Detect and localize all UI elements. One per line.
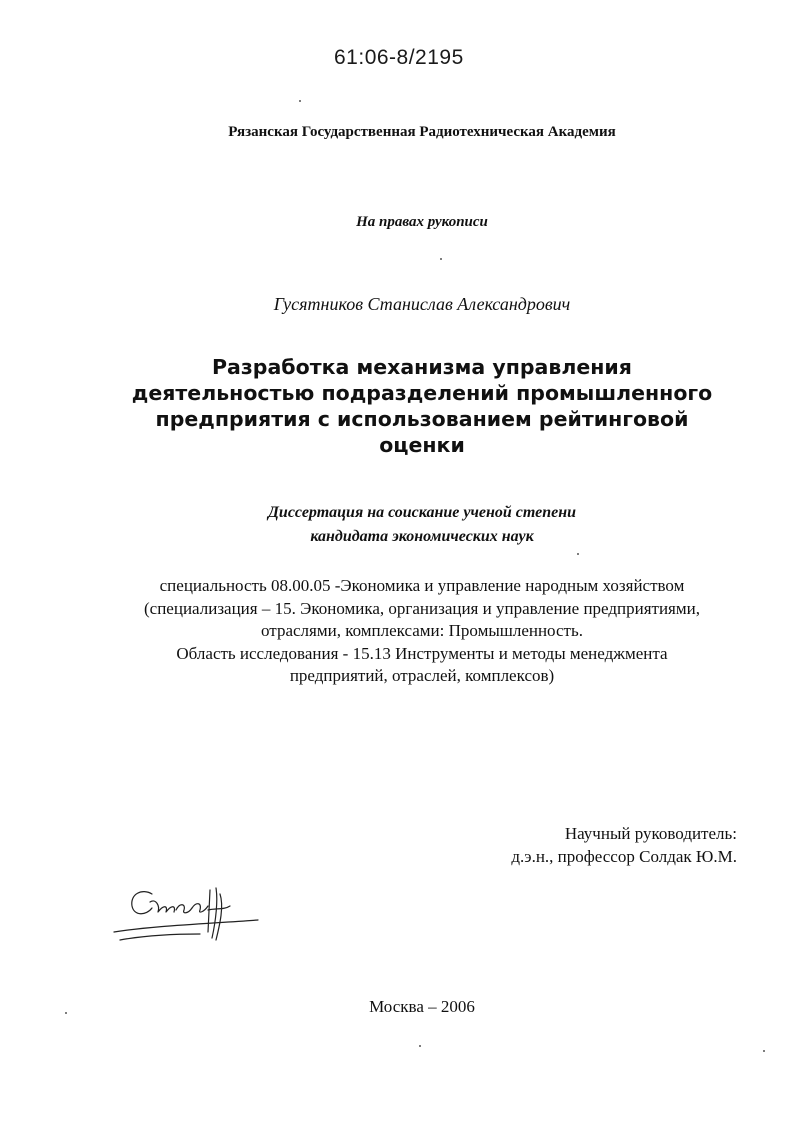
- city-year: Москва – 2006: [369, 997, 475, 1016]
- title-line: предприятия с использованием рейтинговой: [155, 407, 689, 431]
- title-line: Разработка механизма управления: [212, 355, 632, 379]
- degree-line: Диссертация на соискание ученой степени: [268, 504, 576, 521]
- specialty-line: предприятий, отраслей, комплексов): [289, 666, 555, 685]
- institution-name: Рязанская Государственная Радиотехническая Академия: [228, 124, 616, 140]
- specialty-line: специальность 08.00.05 -Экономика и управление народным хозяйством: [159, 576, 685, 595]
- scan-speck: [419, 1045, 421, 1047]
- title-line: оценки: [379, 433, 465, 457]
- dissertation-title: [100, 354, 744, 458]
- scan-speck: [763, 1050, 765, 1052]
- scan-speck: [299, 100, 301, 102]
- scan-speck: [577, 553, 579, 555]
- manuscript-rights-note: На правах рукописи: [356, 214, 488, 230]
- specialty-line: Область исследования - 15.13 Инструменты и методы менеджмента: [176, 643, 668, 663]
- specialty-line: отраслями, комплексами: Промышленность.: [261, 621, 583, 640]
- catalog-number: 61:06-8/2195: [334, 46, 464, 69]
- specialty-line: (специализация – 15. Экономика, организация и управление предприятиями,: [144, 598, 700, 618]
- degree-statement: [0, 501, 794, 549]
- specialty-block: [90, 575, 754, 688]
- title-line: деятельностью подразделений промышленного: [131, 381, 713, 405]
- author-signature: [112, 880, 262, 948]
- advisor-line: д.э.н., профессор Солдак Ю.М.: [511, 847, 737, 866]
- scan-speck: [65, 1012, 67, 1014]
- author-name: Гусятников Станислав Александрович: [273, 294, 571, 314]
- scan-speck: [440, 258, 442, 260]
- advisor-line: Научный руководитель:: [564, 824, 737, 843]
- degree-line: кандидата экономических наук: [310, 528, 534, 545]
- scientific-advisor: [511, 822, 737, 868]
